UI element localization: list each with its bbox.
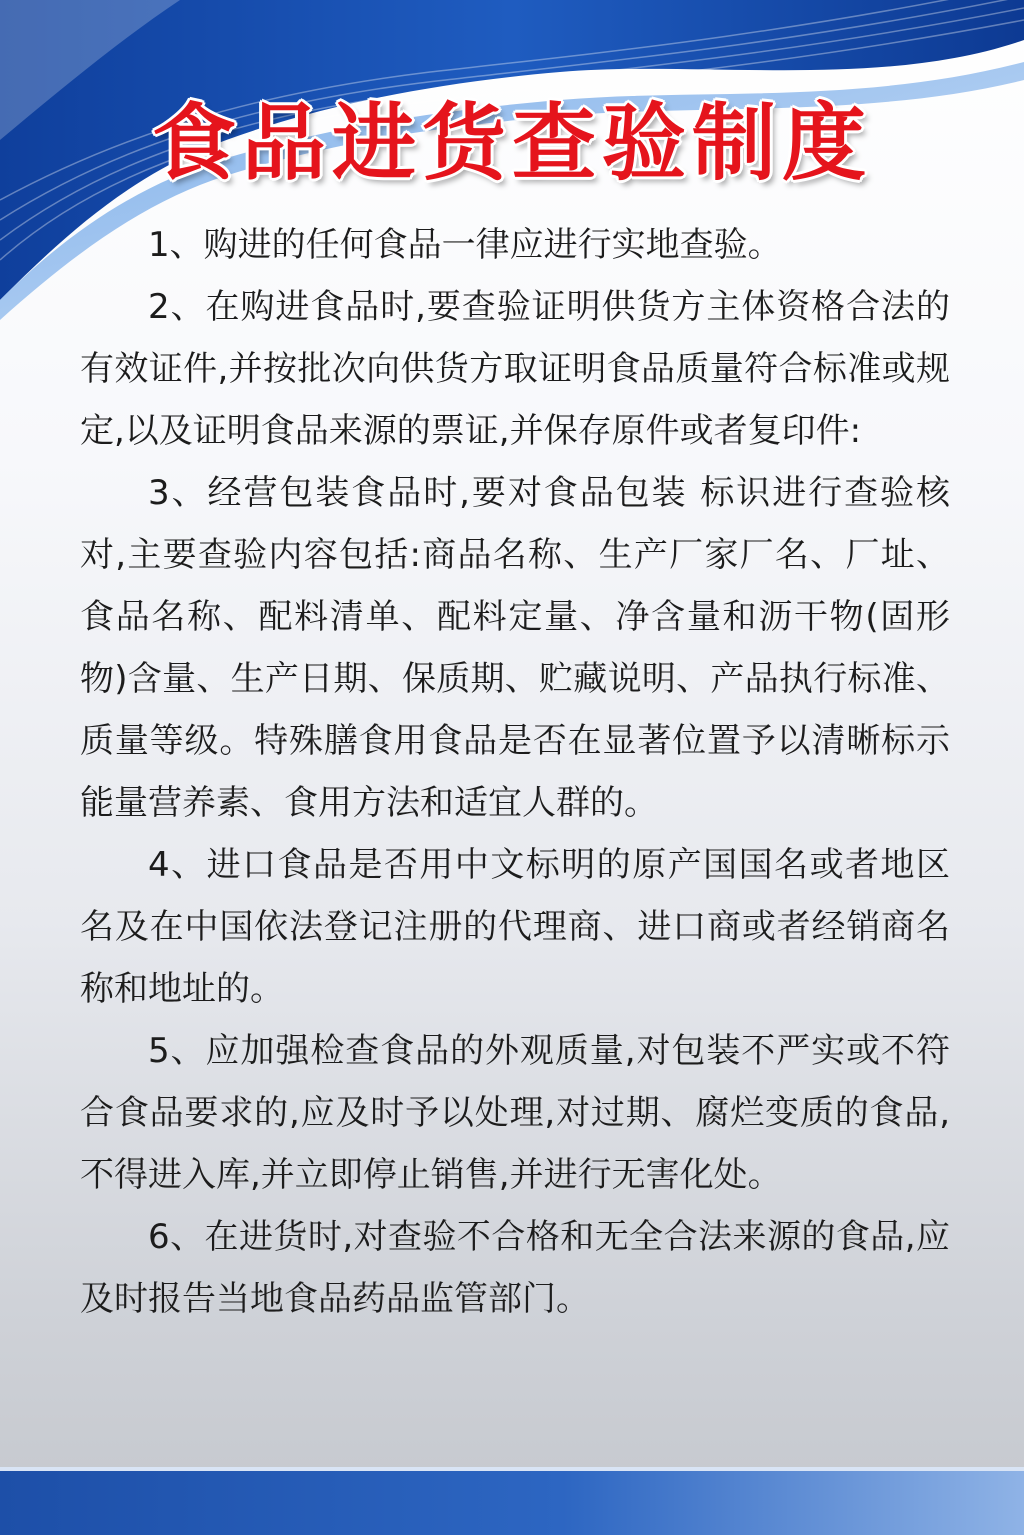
rule-item-5: 5、应加强检查食品的外观质量,对包装不严实或不符合食品要求的,应及时予以处理,对过期、腐烂变质的食品,不得进入库,并立即停止销售,并进行无害化处。 xyxy=(80,1031,950,1195)
rules-list xyxy=(80,214,950,1330)
footer-bar xyxy=(0,1471,1024,1535)
page-title: 食品进货查验制度 xyxy=(151,94,872,192)
rule-item-2: 2、在购进食品时,要查验证明供货方主体资格合法的有效证件,并按批次向供货方取证明食品质量符合标准或规定,以及证明食品来源的票证,并保存原件或者复印件: xyxy=(80,287,950,451)
rule-item-1: 1、购进的任何食品一律应进行实地查验。 xyxy=(148,225,782,265)
rule-item-4: 4、进口食品是否用中文标明的原产国国名或者地区名及在中国依法登记注册的代理商、进口商或者经销商名称和地址的。 xyxy=(80,845,950,1009)
rule-item-3: 3、经营包装食品时,要对食品包装 标识进行查验核对,主要查验内容包括:商品名称、生产厂家厂名、厂址、食品名称、配料清单、配料定量、净含量和沥干物(固形物)含量、生产日期、保质期、贮藏说明、产品执行标准、质量等级。特殊膳食用食品是否在显著位置予以清晰标示能量营养素、食用方法和适宜人群的。 xyxy=(80,473,950,823)
rule-item-6: 6、在进货时,对查验不合格和无全合法来源的食品,应及时报告当地食品药品监管部门。 xyxy=(80,1217,950,1319)
